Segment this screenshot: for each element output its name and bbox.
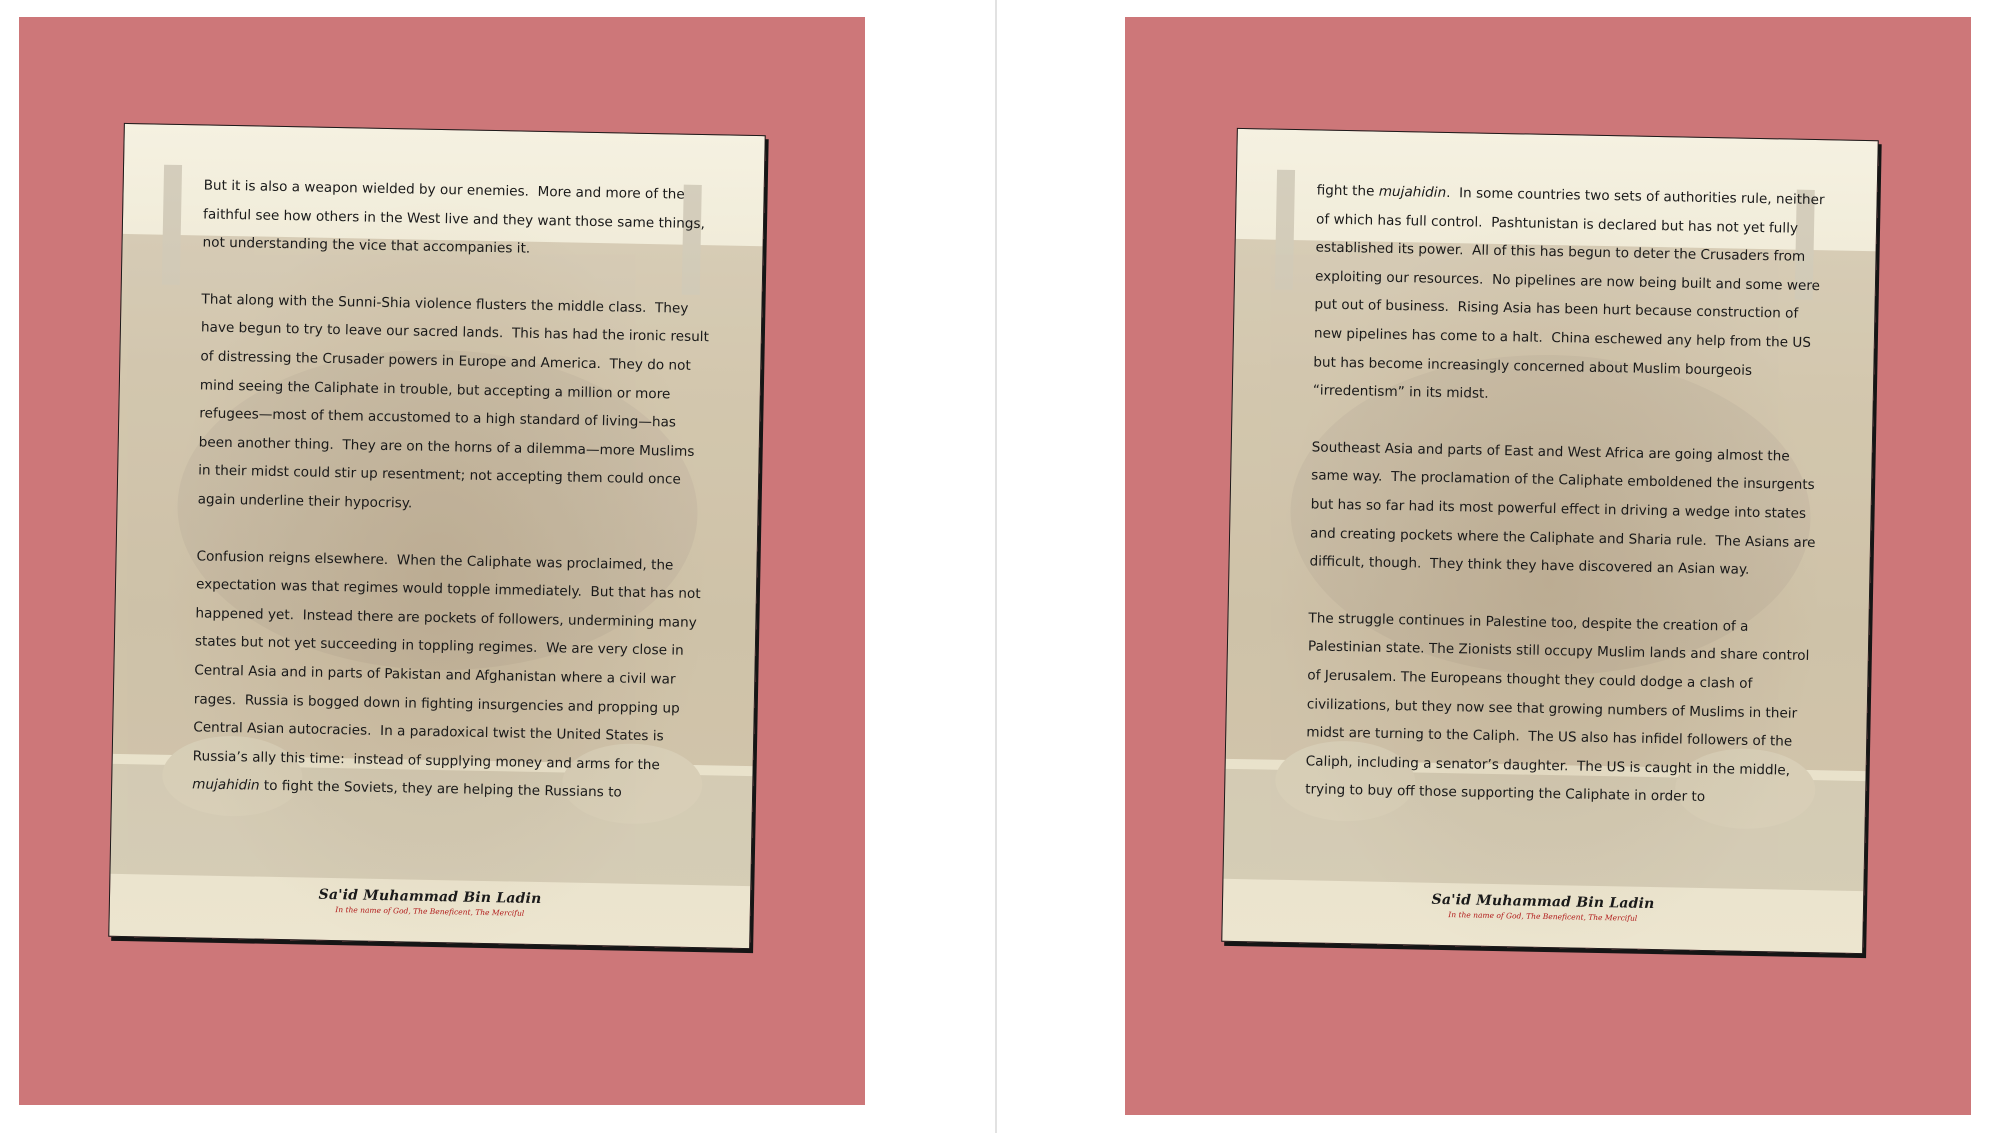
text-run: That along with the Sunni-Shia violence flusters the middle class. They have begun to try to leave our sacred lands. This has had the ironic result of distressing the Crusader powers in Europe and America. They do not mind seeing the Caliphate in trouble, but accepting a million or more refugees—most of them accustomed to a high standard of living—has been another thing. They are on the horns of a dilemma—more Muslims in their midst could stir up resentment; not accepting them could once again underline their hypocrisy. (197, 291, 714, 512)
paragraph (202, 171, 714, 267)
text-run: . In some countries two sets of authorities rule, neither of which has full control. Pashtunistan is declared but has not yet fully established its power. All of this has begun to deter the Crusaders from exploiting our resources. No pipelines are now being built and some were put out of business. Rising Asia has been hurt because construction of new pipelines has come to a halt. China eschewed any help from the US but has become increasingly concerned about Muslim bourgeois “irredentism” in its midst. (1312, 184, 1830, 402)
paragraph (1312, 176, 1830, 414)
paragraph (192, 542, 707, 809)
signature-name: Sa'id Muhammad Bin Ladin (318, 886, 542, 908)
text-run: fight the (1316, 182, 1379, 200)
text-run: to fight the Soviets, they are helping the Russians to (259, 777, 622, 801)
letter-sheet-left (108, 123, 766, 949)
text-run: The struggle continues in Palestine too, despite the creation of a Palestinian state. The Zionists still occupy Muslim lands and share control of Jerusalem. The Europeans thought they could dodge a clash of civilizations, but they now see that growing numbers of Muslims in their midst are turning to the Caliph. The US also has infidel followers of the Caliph, including a senator’s daughter. The US is caught in the middle, trying to buy off those supporting the Caliphate in order to (1305, 610, 1814, 806)
signature-block (1223, 888, 1863, 927)
letter-body (191, 171, 713, 837)
letter-sheet-right (1221, 128, 1879, 954)
italic-text: mujahidin (192, 776, 260, 794)
signature-block (110, 883, 750, 922)
paragraph (197, 285, 714, 523)
signature-name: Sa'id Muhammad Bin Ladin (1431, 891, 1655, 913)
signature-subtitle: In the name of God, The Beneficent, The Merciful (1448, 910, 1638, 923)
letter-body (1304, 176, 1830, 842)
page-divider (995, 0, 997, 1133)
paragraph (1309, 433, 1822, 586)
paragraph (1305, 604, 1819, 814)
italic-text: mujahidin (1378, 183, 1447, 201)
signature-subtitle: In the name of God, The Beneficent, The Merciful (335, 905, 525, 918)
text-run: But it is also a weapon wielded by our enemies. More and more of the faithful see how others in the West live and they want those same things, not understanding the vice that accompanies it. (202, 177, 710, 257)
text-run: Confusion reigns elsewhere. When the Caliphate was proclaimed, the expectation was that regimes would topple immediately. But that has not happened yet. Instead there are pockets of followers, undermining many states but not yet succeeding in toppling regimes. We are very close in Central Asia and in parts of Pakistan and Afghanistan where a civil war rages. Russia is bogged down in fighting insurgencies and propping up Central Asian autocracies. In a paradoxical twist the United States is Russia’s ally this time: instead of supplying money and arms for the (192, 547, 706, 774)
text-run: Southeast Asia and parts of East and West Africa are going almost the same way. The proclamation of the Caliphate emboldened the insurgents but has so far had its most powerful effect in driving a wedge into states and creating pockets where the Caliphate and Sharia rule. The Asians are difficult, though. They think they have discovered an Asian way. (1309, 439, 1820, 578)
